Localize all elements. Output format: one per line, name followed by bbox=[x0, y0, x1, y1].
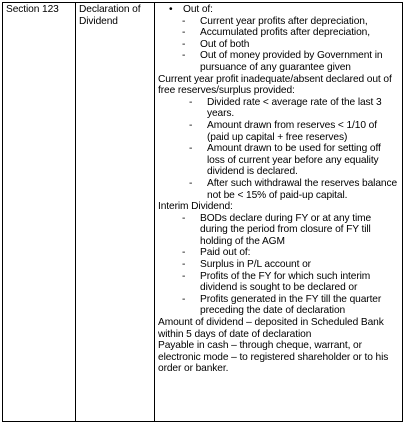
list-item-text: Paid out of: bbox=[200, 247, 251, 259]
dash-icon: - bbox=[182, 247, 186, 259]
list-item-text: Amount drawn from reserves < 1/10 of (paid up capital + free reserves) bbox=[207, 119, 377, 143]
reserves-list bbox=[158, 97, 399, 201]
out-of-list bbox=[158, 16, 399, 74]
list-item bbox=[182, 50, 399, 73]
list-item bbox=[182, 294, 399, 317]
deposit-text: Amount of dividend – deposited in Scheduled Bank within 5 days of date of declaration bbox=[158, 317, 384, 340]
payable-text: Payable in cash – through cheque, warrant, or electronic mode – to registered shareholder or to his order or banker. bbox=[158, 340, 389, 375]
section-title: Declaration of Dividend bbox=[79, 4, 141, 27]
list-item bbox=[182, 247, 399, 259]
details-cell bbox=[155, 3, 403, 422]
interim-heading: Interim Dividend: bbox=[158, 201, 233, 213]
table-row bbox=[3, 3, 403, 422]
list-item bbox=[182, 39, 399, 51]
dash-icon: - bbox=[182, 270, 186, 282]
list-item-text: Accumulated profits after depreciation, bbox=[200, 27, 370, 39]
list-item-text: Divided rate < average rate of the last 3 years. bbox=[207, 96, 382, 120]
list-item bbox=[182, 271, 399, 294]
list-item-text: BODs declare during FY or at any time during the period from closure of FY till holding of the AGM bbox=[200, 212, 372, 247]
section-number: Section 123 bbox=[6, 4, 59, 15]
list-item-text: Out of money provided by Government in pursuance of any guarantee given bbox=[200, 50, 383, 73]
dash-icon: - bbox=[182, 15, 186, 27]
provisions-table bbox=[2, 2, 403, 422]
dash-icon: - bbox=[189, 119, 193, 131]
list-item-text: After such withdrawal the reserves balance not be < 15% of paid-up capital. bbox=[207, 177, 398, 201]
out-of-heading: Out of: bbox=[183, 4, 213, 15]
out-of-bullet bbox=[158, 4, 399, 16]
dash-icon: - bbox=[182, 212, 186, 224]
list-item-text: Out of both bbox=[200, 38, 250, 50]
dash-icon: - bbox=[182, 27, 186, 39]
list-item-text: Profits generated in the FY till the quarter preceding the date of declaration bbox=[200, 293, 382, 317]
interim-list bbox=[158, 213, 399, 317]
section-cell bbox=[3, 3, 76, 422]
dash-icon: - bbox=[182, 259, 186, 271]
list-item bbox=[182, 16, 399, 28]
list-item bbox=[182, 259, 399, 271]
list-item-text: Surplus in P/L account or bbox=[200, 259, 311, 271]
dash-icon: - bbox=[189, 96, 193, 108]
list-item bbox=[189, 120, 399, 143]
bullet-icon: • bbox=[169, 4, 173, 15]
dash-icon: - bbox=[182, 293, 186, 305]
list-item bbox=[189, 143, 399, 178]
reserves-heading: Current year profit inadequate/absent declared out of free reserves/surplus provided: bbox=[158, 73, 392, 97]
dash-icon: - bbox=[182, 38, 186, 50]
list-item-text: Current year profits after depreciation, bbox=[200, 15, 368, 27]
dash-icon: - bbox=[189, 143, 193, 155]
title-cell bbox=[76, 3, 155, 422]
list-item bbox=[182, 213, 399, 248]
list-item bbox=[189, 178, 399, 201]
dash-icon: - bbox=[189, 177, 193, 189]
list-item-text: Amount drawn to be used for setting off loss of current year before any equality dividend is declared. bbox=[207, 143, 381, 178]
list-item bbox=[189, 97, 399, 120]
list-item-text: Profits of the FY for which such interim dividend is sought to be declared or bbox=[200, 270, 371, 294]
dash-icon: - bbox=[182, 50, 186, 62]
list-item bbox=[182, 27, 399, 39]
